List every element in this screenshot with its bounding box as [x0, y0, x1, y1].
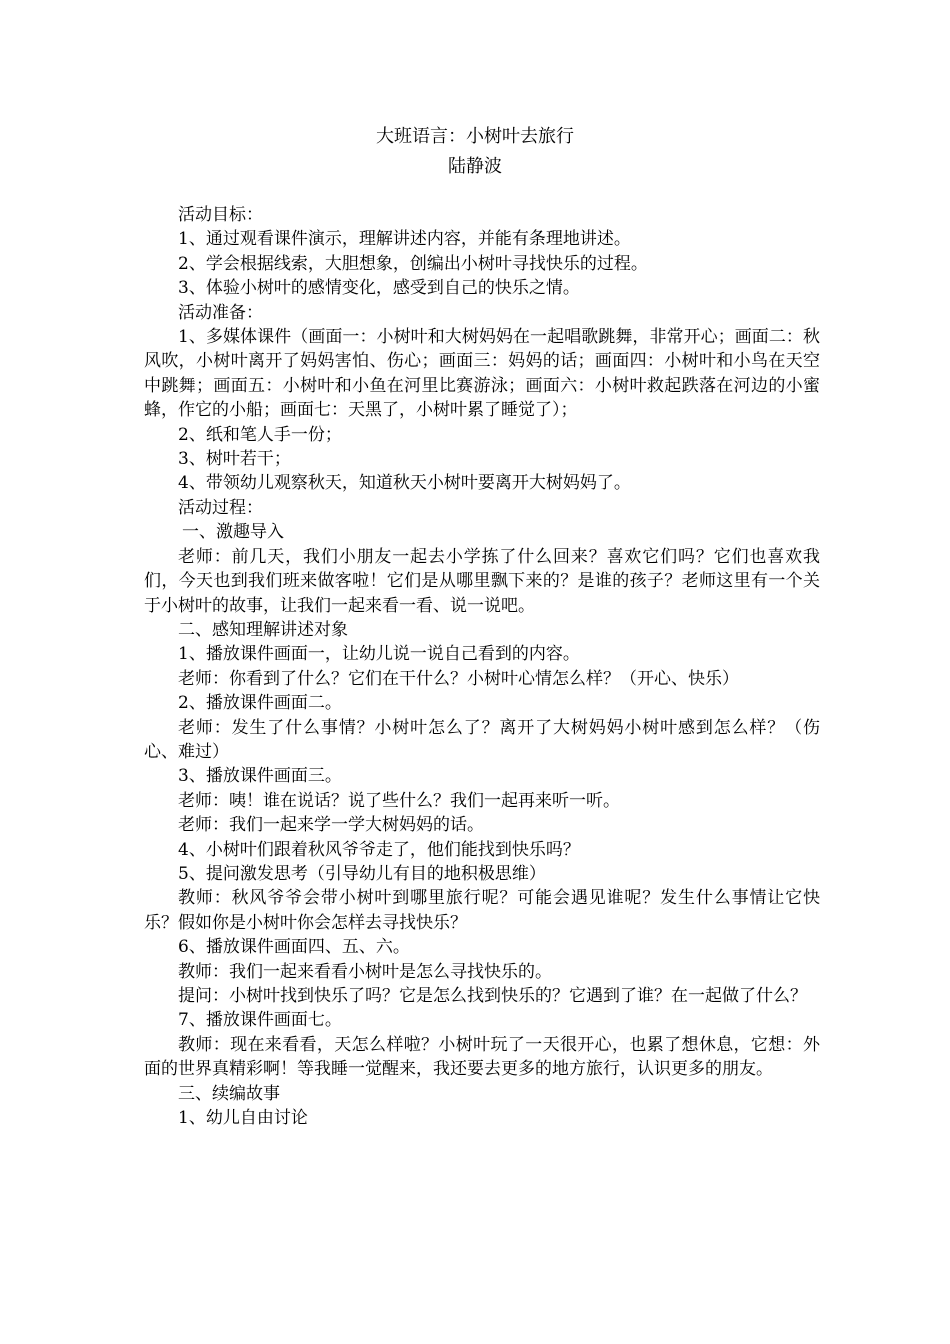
body-paragraph: 教师：秋风爷爷会带小树叶到哪里旅行呢？可能会遇见谁呢？发生什么事情让它快乐？假如你是小树叶你会怎样去寻找快乐？ [144, 888, 820, 933]
body-paragraph: 提问：小树叶找到快乐了吗？它是怎么找到快乐的？它遇到了谁？在一起做了什么？ [178, 986, 807, 1006]
preparation-item: 4、带领幼儿观察秋天，知道秋天小树叶要离开大树妈妈了。 [178, 473, 631, 494]
section-heading-goals: 活动目标： [178, 205, 263, 225]
goal-item: 3、体验小树叶的感情变化，感受到自己的快乐之情。 [178, 278, 580, 299]
body-paragraph: 老师：你看到了什么？它们在干什么？小树叶心情怎么样？（开心、快乐） [178, 668, 739, 689]
subsection-heading: 一、激趣导入 [182, 522, 284, 543]
body-paragraph: 2、播放课件画面二。 [178, 693, 342, 714]
body-paragraph: 老师：我们一起来学一学大树妈妈的话。 [178, 815, 484, 836]
section-heading-process: 活动过程： [178, 497, 263, 518]
preparation-item: 1、多媒体课件（画面一：小树叶和大树妈妈在一起唱歌跳舞，非常开心；画面二：秋风吹，小树叶离开了妈妈害怕、伤心；画面三：妈妈的话；画面四：小树叶和小鸟在天空中跳舞；画面五：小树叶和小鱼在河里比赛游泳；画面六：小树叶救起跌落在河边的小蜜蜂，作它的小船；画面七：天黑了，小树叶累了睡觉了）； [144, 327, 820, 421]
subsection-heading: 三、续编故事 [178, 1083, 280, 1104]
body-paragraph: 4、小树叶们跟着秋风爷爷走了，他们能找到快乐吗？ [178, 839, 580, 860]
subsection-heading: 二、感知理解讲述对象 [178, 619, 348, 640]
body-paragraph: 3、播放课件画面三。 [178, 766, 342, 787]
preparation-item: 3、树叶若干； [178, 449, 291, 470]
body-paragraph: 6、播放课件画面四、五、六。 [178, 937, 410, 958]
body-paragraph: 教师：我们一起来看看小树叶是怎么寻找快乐的。 [178, 961, 552, 982]
section-heading-preparation: 活动准备： [178, 302, 263, 323]
body-paragraph: 1、播放课件画面一，让幼儿说一说自己看到的内容。 [178, 644, 580, 665]
document-title: 大班语言：小树叶去旅行 [376, 126, 574, 147]
document-author: 陆静波 [448, 156, 502, 177]
goal-item: 2、学会根据线索，大胆想象，创编出小树叶寻找快乐的过程。 [178, 253, 648, 274]
body-paragraph: 教师：现在来看看，天怎么样啦？小树叶玩了一天很开心，也累了想休息，它想：外面的世界真精彩啊！等我睡一觉醒来，我还要去更多的地方旅行，认识更多的朋友。 [144, 1034, 820, 1080]
goal-item: 1、通过观看课件演示，理解讲述内容，并能有条理地讲述。 [178, 229, 631, 250]
body-paragraph: 老师：发生了什么事情？小树叶怎么了？离开了大树妈妈小树叶感到怎么样？（伤心、难过） [144, 717, 820, 762]
body-paragraph: 老师：咦！谁在说话？说了些什么？我们一起再来听一听。 [178, 790, 620, 811]
body-paragraph: 7、播放课件画面七。 [178, 1010, 342, 1031]
document-body [144, 203, 820, 1130]
title-block [0, 122, 950, 182]
body-paragraph: 1、幼儿自由讨论 [178, 1108, 308, 1129]
body-paragraph: 5、提问激发思考（引导幼儿有目的地积极思维） [178, 863, 546, 884]
preparation-item: 2、纸和笔人手一份； [178, 424, 342, 445]
body-paragraph: 老师：前几天，我们小朋友一起去小学拣了什么回来？喜欢它们吗？它们也喜欢我们，今天也到我们班来做客啦！它们是从哪里飘下来的？是谁的孩子？老师这里有一个关于小树叶的故事，让我们一起来看一看、说一说吧。 [144, 546, 820, 616]
